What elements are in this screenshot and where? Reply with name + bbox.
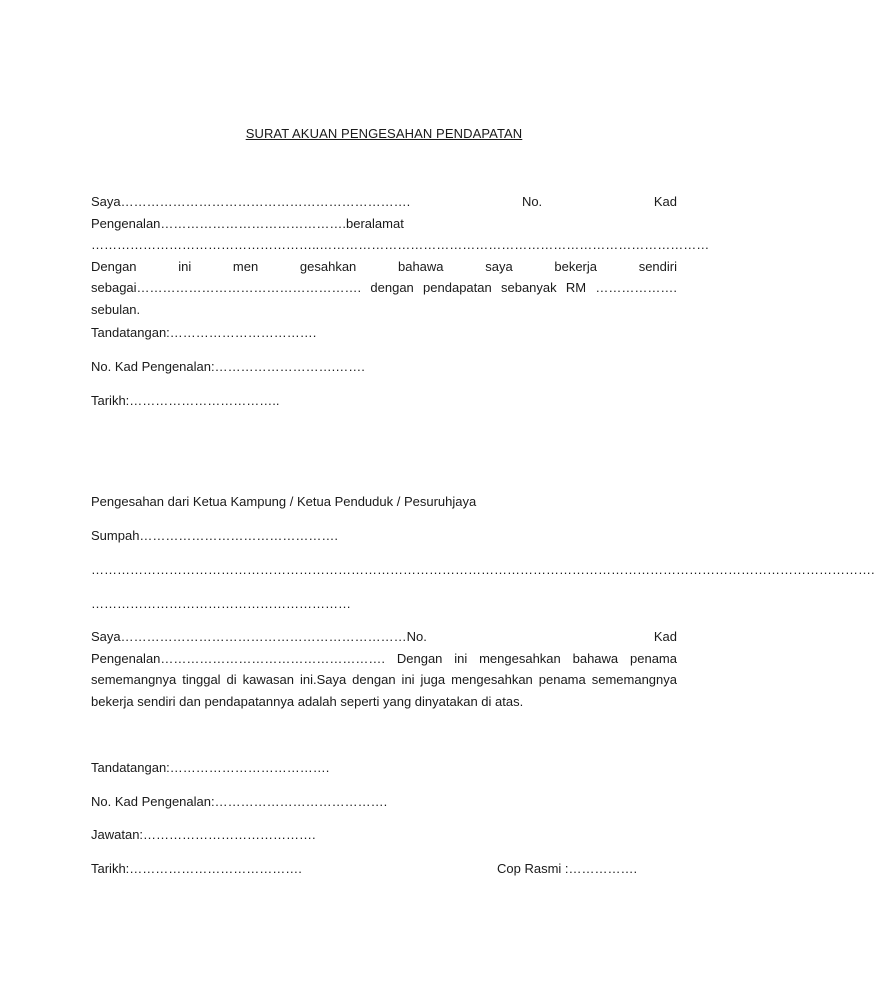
endorsement-blank-line-1: ………………………………………………………………………………………………………………………………………………………………. [91, 562, 875, 577]
endorsement-ic-number-line: No. Kad Pengenalan:…………………………………. [91, 794, 388, 809]
document-title: SURAT AKUAN PENGESAHAN PENDAPATAN [245, 126, 523, 141]
declaration-signature-line: Tandatangan:……………………………. [91, 325, 317, 340]
endorsement-position-line: Jawatan:…………………………………. [91, 827, 316, 842]
endorsement-oath-line: Sumpah………………………………………. [91, 528, 339, 543]
endorsement-blank-line-2: …………………………………………………… [91, 596, 351, 611]
endorsement-heading: Pengesahan dari Ketua Kampung / Ketua Penduduk / Pesuruhjaya [91, 494, 477, 509]
endorsement-signature-line: Tandatangan:………………………………. [91, 760, 330, 775]
endorsement-date-line: Tarikh:…………………………………. [91, 861, 302, 876]
official-stamp-line: Cop Rasmi :……………. [497, 861, 638, 876]
declaration-date-line: Tarikh:…………………………….. [91, 393, 280, 408]
declaration-ic-number-line: No. Kad Pengenalan:……………………….……. [91, 359, 365, 374]
endorsement-paragraph: Saya…………………………………………………………No. Kad Pengenalan……………………………………………. Dengan ini mengesahkan bahawa penama sememangnya tinggal di kawasan ini.Saya dengan ini juga mengesahkan penama sememangnya bekerja sendiri dan pendapatannya adalah seperti yang dinyatakan di atas. [91, 629, 677, 709]
declaration-paragraph: Saya…………………………………………………………. No. Kad Pengenalan…………………………………….beralamat ……………………………………………..………………………………………………………………………………Dengan ini men gesahkan bahawa saya bekerja sendiri sebagai……………………………………………. dengan pendapatan sebanyak RM ………………. sebulan. [91, 194, 710, 317]
